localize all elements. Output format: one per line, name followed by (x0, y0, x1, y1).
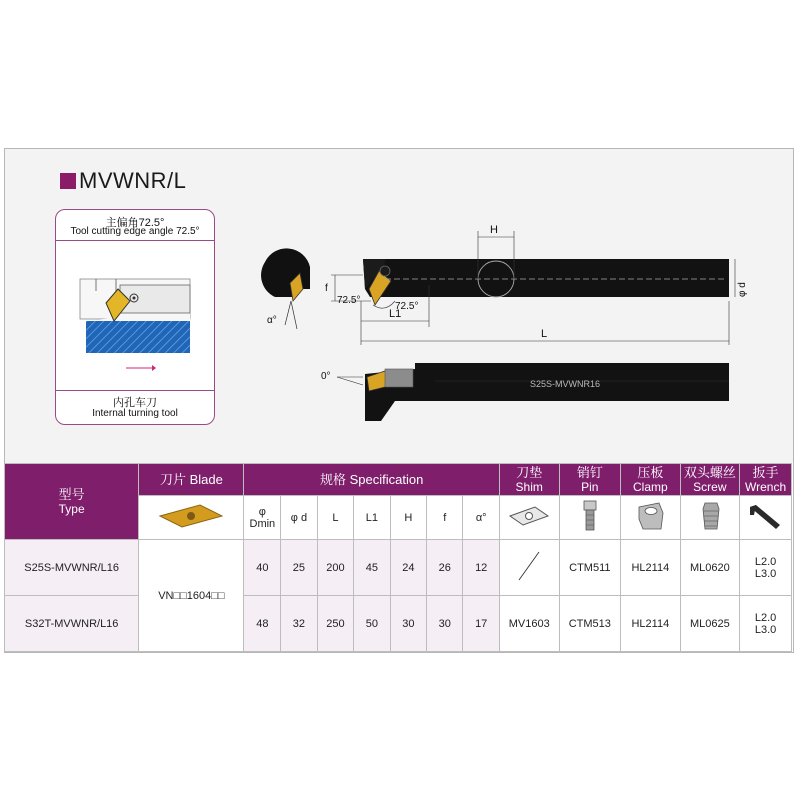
dim-L-label: L (541, 328, 548, 340)
spec-value: 26 (427, 540, 463, 596)
tool-type-cn: 内孔车刀 (113, 397, 157, 409)
blade-insert-icon (156, 501, 226, 531)
header-spec: 规格 Specification (244, 464, 499, 496)
dim-header: L1 (354, 496, 390, 540)
holder-bar-top (363, 259, 729, 297)
pin-image-cell (559, 496, 621, 540)
wrench-cell (740, 540, 792, 596)
dim-header: H (390, 496, 426, 540)
shim-icon (507, 503, 551, 529)
pin-icon (575, 499, 605, 533)
dim-header: f (427, 496, 463, 540)
shim-image-cell (499, 496, 559, 540)
wrench-size: L3.0 (754, 623, 777, 636)
dim-L1-label: L1 (389, 308, 402, 320)
dim-f-label: f (325, 283, 328, 294)
dim-header: α° (463, 496, 499, 540)
product-title (60, 168, 186, 194)
clamp-icon (633, 499, 667, 533)
angle-right-label: 72.5° (395, 301, 419, 312)
dim-d-label: φ d (737, 282, 748, 297)
not-applicable-slash-icon (509, 546, 549, 586)
spec-value: 250 (317, 596, 354, 652)
divider (56, 390, 214, 391)
drawing-area (5, 149, 793, 463)
dim-header: φ d (281, 496, 317, 540)
tool-type-en: Internal turning tool (92, 408, 178, 419)
clamp-image-cell (621, 496, 680, 540)
title-text: MVWNR/L (79, 168, 187, 193)
wrench-size: L3.0 (754, 567, 777, 580)
shim-cell-none (499, 540, 559, 596)
angle-title-cn: 主偏角72.5° (105, 217, 165, 229)
screw-image-cell (680, 496, 740, 540)
zero-angle-label: 0° (321, 371, 331, 382)
screw-cell: ML0620 (680, 540, 740, 596)
spec-value: 12 (463, 540, 499, 596)
product-card (4, 148, 794, 653)
header-clamp: 压板 Clamp (621, 464, 680, 496)
wrench-image-cell (740, 496, 792, 540)
header-blade: 刀片 Blade (139, 464, 244, 496)
dim-header: L (317, 496, 354, 540)
spec-value: 45 (354, 540, 390, 596)
header-screw: 双头螺丝 Screw (680, 464, 740, 496)
type-cell: S32T-MVWNR/L16 (5, 596, 139, 652)
internal-turning-illustration (56, 241, 214, 391)
title-square-icon (60, 173, 76, 189)
spec-value: 30 (427, 596, 463, 652)
type-cell: S25S-MVWNR/L16 (5, 540, 139, 596)
wrench-icon (746, 501, 786, 531)
spec-value: 32 (281, 596, 317, 652)
dim-header: φ Dmin (244, 496, 281, 540)
angle-title-en: Tool cutting edge angle 72.5° (70, 226, 200, 237)
spec-value: 40 (244, 540, 281, 596)
screw-cell: ML0625 (680, 596, 740, 652)
spec-value: 200 (317, 540, 354, 596)
spec-value: 48 (244, 596, 281, 652)
spec-value: 30 (390, 596, 426, 652)
tool-technical-drawing (245, 209, 748, 459)
holder-bar-side (365, 363, 729, 421)
angle-left-label: 72.5° (337, 295, 361, 306)
blade-image-cell (139, 496, 244, 540)
spec-table (4, 463, 792, 652)
blade-code-cell: VN□□1604□□ (139, 540, 244, 652)
spec-value: 25 (281, 540, 317, 596)
header-type: 型号 Type (5, 464, 139, 540)
shim-cell: MV1603 (499, 596, 559, 652)
wrench-size: L2.0 (754, 555, 777, 568)
spec-value: 17 (463, 596, 499, 652)
wrench-cell (740, 596, 792, 652)
header-wrench: 扳手 Wrench (740, 464, 792, 496)
header-pin: 销钉 Pin (559, 464, 621, 496)
pin-cell: CTM513 (559, 596, 621, 652)
bar-marking: S25S-MVWNR16 (530, 379, 601, 389)
header-shim: 刀垫 Shim (499, 464, 559, 496)
clamp-cell: HL2114 (621, 596, 680, 652)
screw-icon (695, 499, 725, 533)
wrench-size: L2.0 (754, 611, 777, 624)
spec-value: 24 (390, 540, 426, 596)
spec-value: 50 (354, 596, 390, 652)
alpha-label: α° (267, 315, 277, 326)
clamp-cell: HL2114 (621, 540, 680, 596)
dim-H-label: H (490, 224, 498, 236)
pin-cell: CTM511 (559, 540, 621, 596)
cutting-angle-panel (55, 209, 215, 425)
